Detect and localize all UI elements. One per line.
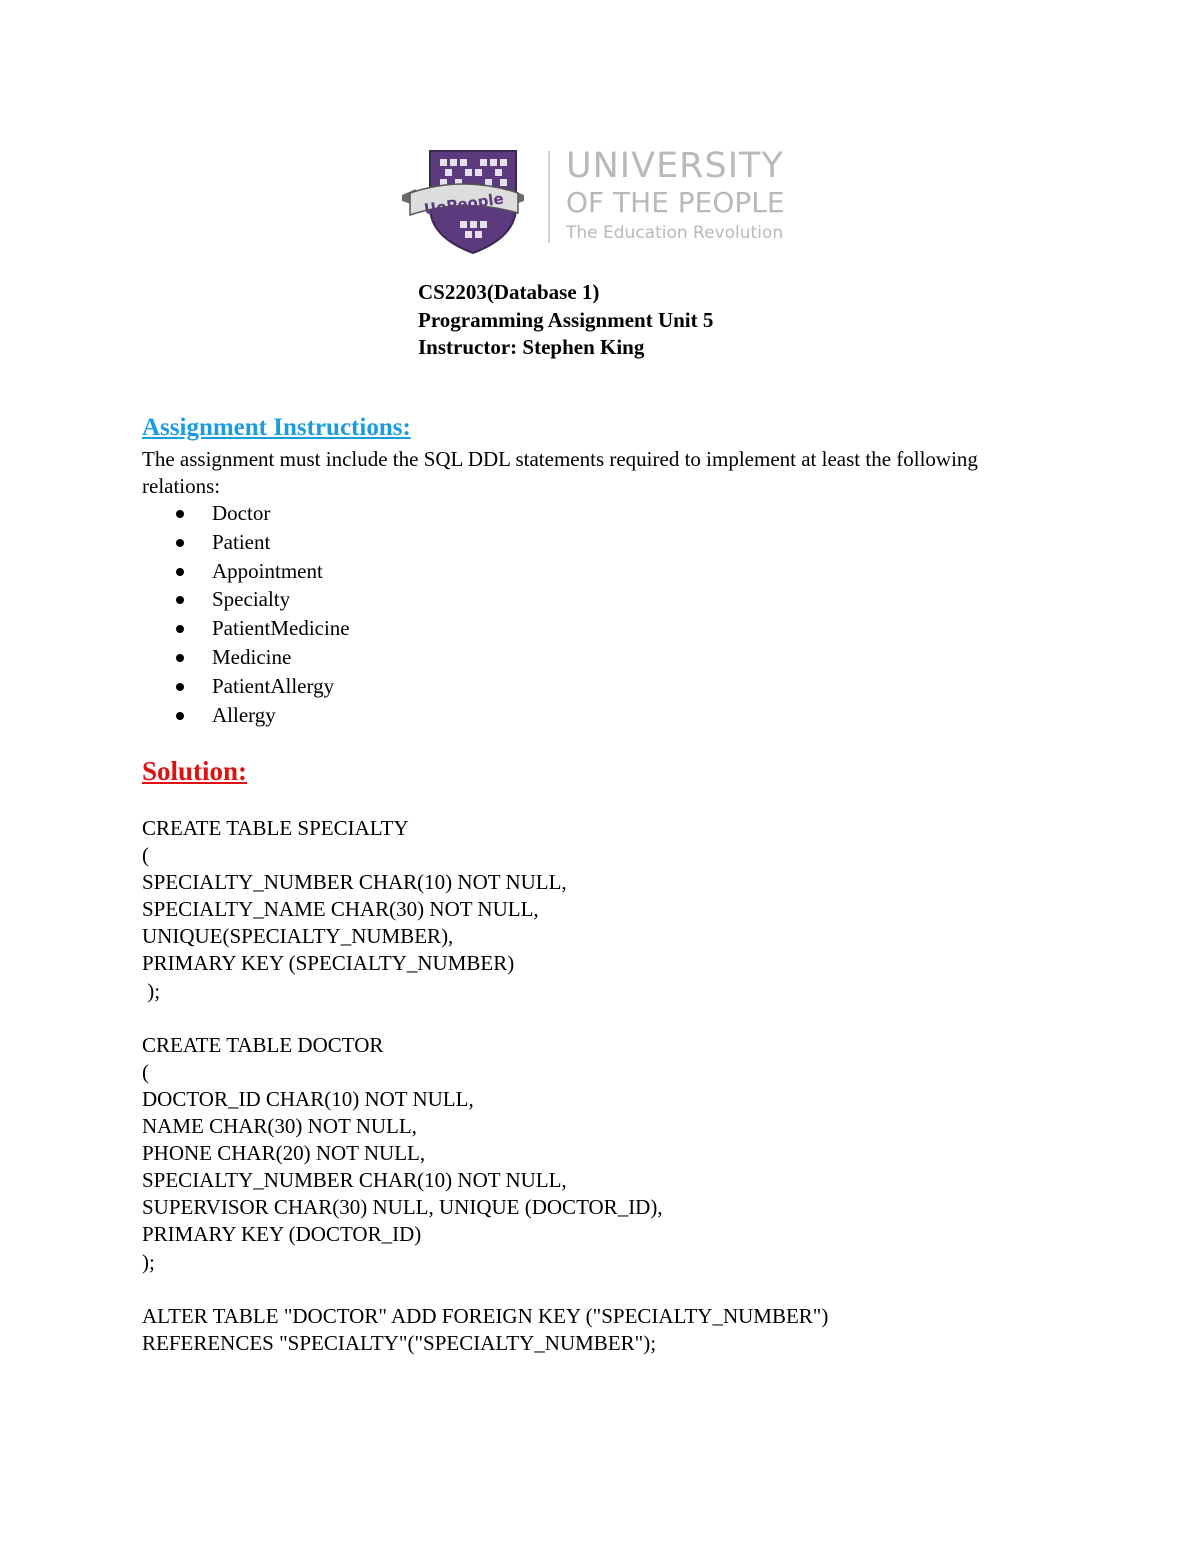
instructions-heading: Assignment Instructions: — [142, 414, 411, 441]
list-item: Medicine — [170, 643, 350, 672]
relations-list — [170, 499, 350, 729]
code-line — [142, 1276, 828, 1303]
code-line: SPECIALTY_NAME CHAR(30) NOT NULL, — [142, 897, 539, 922]
code-line: SPECIALTY_NUMBER CHAR(10) NOT NULL, — [142, 870, 567, 895]
code-line: CREATE TABLE SPECIALTY — [142, 816, 409, 840]
shield-logo-icon — [400, 145, 526, 255]
bullet-icon — [176, 625, 184, 633]
code-line: REFERENCES "SPECIALTY"("SPECIALTY_NUMBER"); — [142, 1330, 657, 1355]
bullet-icon — [176, 683, 184, 691]
instructions-text: The assignment must include the SQL DDL statements required to implement at least the following relations: — [142, 447, 978, 498]
code-line: ALTER TABLE "DOCTOR" ADD FOREIGN KEY ("SPECIALTY_NUMBER") — [142, 1303, 829, 1328]
sql-code-block — [142, 815, 828, 1357]
course-title: CS2203(Database 1) — [418, 280, 600, 304]
code-line: ( — [142, 1059, 149, 1084]
code-line: UNIQUE(SPECIALTY_NUMBER), — [142, 924, 454, 949]
solution-heading: Solution: — [142, 756, 248, 786]
logo-of-the-people: OF THE PEOPLE — [566, 186, 785, 219]
code-line: NAME CHAR(30) NOT NULL, — [142, 1114, 417, 1139]
logo-tagline: The Education Revolution — [566, 223, 784, 243]
code-line: ); — [142, 1249, 155, 1274]
bullet-icon — [176, 568, 184, 576]
list-item: Appointment — [170, 557, 350, 586]
bullet-icon — [176, 510, 184, 518]
logo-wordmark — [566, 147, 785, 244]
bullet-icon — [176, 539, 184, 547]
code-line: SPECIALTY_NUMBER CHAR(10) NOT NULL, — [142, 1168, 567, 1193]
bullet-icon — [176, 596, 184, 604]
logo-university: UNIVERSITY — [566, 146, 784, 186]
code-line: ); — [142, 978, 161, 1003]
code-line: ( — [142, 843, 149, 868]
bullet-icon — [176, 654, 184, 662]
code-line — [142, 1005, 828, 1032]
instructor-name: Instructor: Stephen King — [418, 335, 645, 359]
list-item: Patient — [170, 528, 350, 557]
list-item: Allergy — [170, 701, 350, 730]
code-line: DOCTOR_ID CHAR(10) NOT NULL, — [142, 1086, 474, 1111]
list-item: PatientMedicine — [170, 614, 350, 643]
assignment-title: Programming Assignment Unit 5 — [418, 307, 714, 332]
university-logo — [400, 145, 820, 255]
logo-badge-text: UoPeople — [422, 189, 505, 219]
list-item: Doctor — [170, 499, 350, 528]
code-line: CREATE TABLE DOCTOR — [142, 1032, 384, 1057]
code-line: PHONE CHAR(20) NOT NULL, — [142, 1141, 426, 1166]
bullet-icon — [176, 712, 184, 720]
code-line: SUPERVISOR CHAR(30) NULL, UNIQUE (DOCTOR_ID), — [142, 1195, 663, 1220]
code-line: PRIMARY KEY (DOCTOR_ID) — [142, 1222, 422, 1247]
list-item: PatientAllergy — [170, 672, 350, 701]
code-line: PRIMARY KEY (SPECIALTY_NUMBER) — [142, 951, 515, 976]
assignment-header — [418, 279, 713, 362]
logo-divider — [548, 151, 550, 243]
list-item: Specialty — [170, 585, 350, 614]
